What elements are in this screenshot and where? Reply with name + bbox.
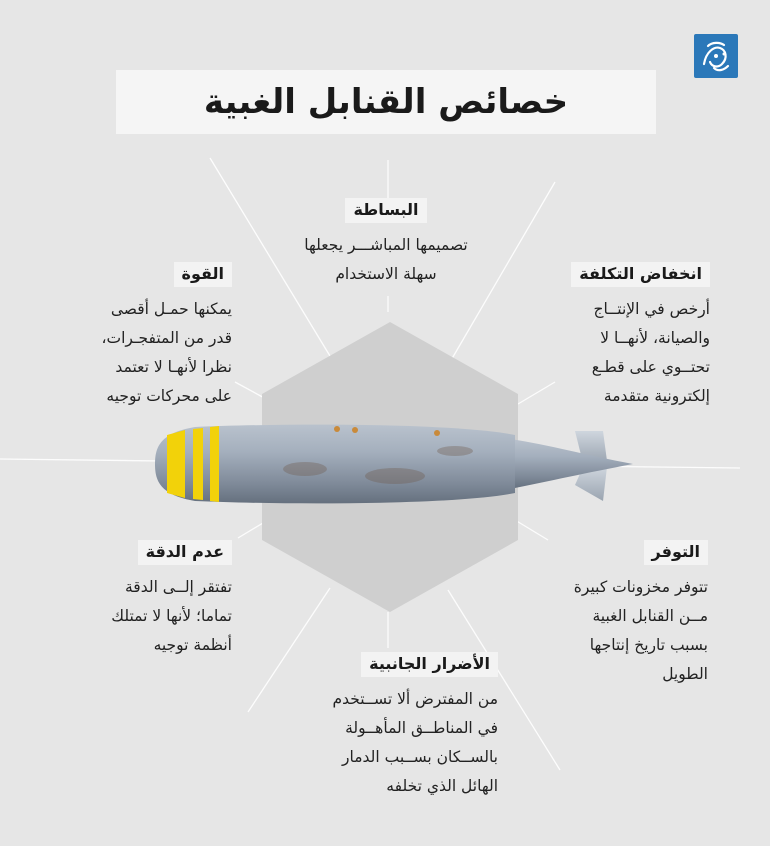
- availability-line: بسبب تاريخ إنتاجها: [589, 636, 708, 654]
- feature-inaccuracy: [66, 540, 232, 660]
- inaccuracy-line: تفتقر إلــى الدقة: [125, 578, 232, 596]
- feature-collateral: [270, 652, 498, 801]
- availability-line: الطويل: [662, 665, 708, 683]
- power-line: يمكنها حمـل أقصى: [110, 300, 232, 318]
- inaccuracy-text: [66, 573, 232, 660]
- collateral-line: الهائل الذي تخلفه: [386, 777, 498, 795]
- title-box: [116, 70, 656, 134]
- collateral-line: في المناطــق المأهــولة: [345, 719, 498, 737]
- collateral-text: [270, 685, 498, 801]
- availability-line: مــن القنابل الغبية: [592, 607, 708, 625]
- power-label: القوة: [174, 262, 232, 287]
- inaccuracy-line: تماما؛ لأنها لا تمتلك: [111, 607, 232, 625]
- calligraphy-logo-icon: [694, 34, 738, 78]
- low-cost-line: أرخص في الإنتــاج: [593, 300, 710, 318]
- power-text: [66, 295, 232, 411]
- collateral-line: من المفترض ألا تســتخدم: [332, 690, 498, 708]
- feature-availability: [540, 540, 708, 689]
- feature-low-cost: [540, 262, 710, 411]
- aljazeera-logo: [694, 34, 738, 78]
- availability-line: تتوفر مخزونات كبيرة: [573, 578, 708, 596]
- low-cost-line: إلكترونية متقدمة: [603, 387, 710, 405]
- feature-power: [66, 262, 232, 411]
- power-line: قدر من المتفجـرات،: [101, 329, 232, 347]
- simplicity-line: تصميمها المباشـــر يجعلها: [304, 236, 468, 254]
- collateral-line: بالســكان بســبب الدمار: [342, 748, 498, 766]
- simplicity-text: [270, 231, 502, 289]
- power-line: نظرا لأنهـا لا تعتمد: [115, 358, 232, 376]
- collateral-label: الأضرار الجانبية: [361, 652, 498, 677]
- simplicity-label: البساطة: [345, 198, 426, 223]
- inaccuracy-line: أنظمة توجيه: [153, 636, 232, 654]
- page-title: خصائص القنابل الغبية: [203, 82, 569, 122]
- low-cost-label: انخفاض التكلفة: [571, 262, 710, 287]
- low-cost-line: والصيانة، لأنهــا لا: [600, 329, 710, 347]
- availability-label: التوفر: [644, 540, 708, 565]
- feature-simplicity: [270, 198, 502, 289]
- inaccuracy-label: عدم الدقة: [138, 540, 232, 565]
- low-cost-text: [540, 295, 710, 411]
- low-cost-line: تحتــوي على قطـع: [591, 358, 710, 376]
- power-line: على محركات توجيه: [106, 387, 232, 405]
- bomb-illustration: [155, 421, 640, 507]
- availability-text: [540, 573, 708, 689]
- simplicity-line: سهلة الاستخدام: [335, 265, 437, 283]
